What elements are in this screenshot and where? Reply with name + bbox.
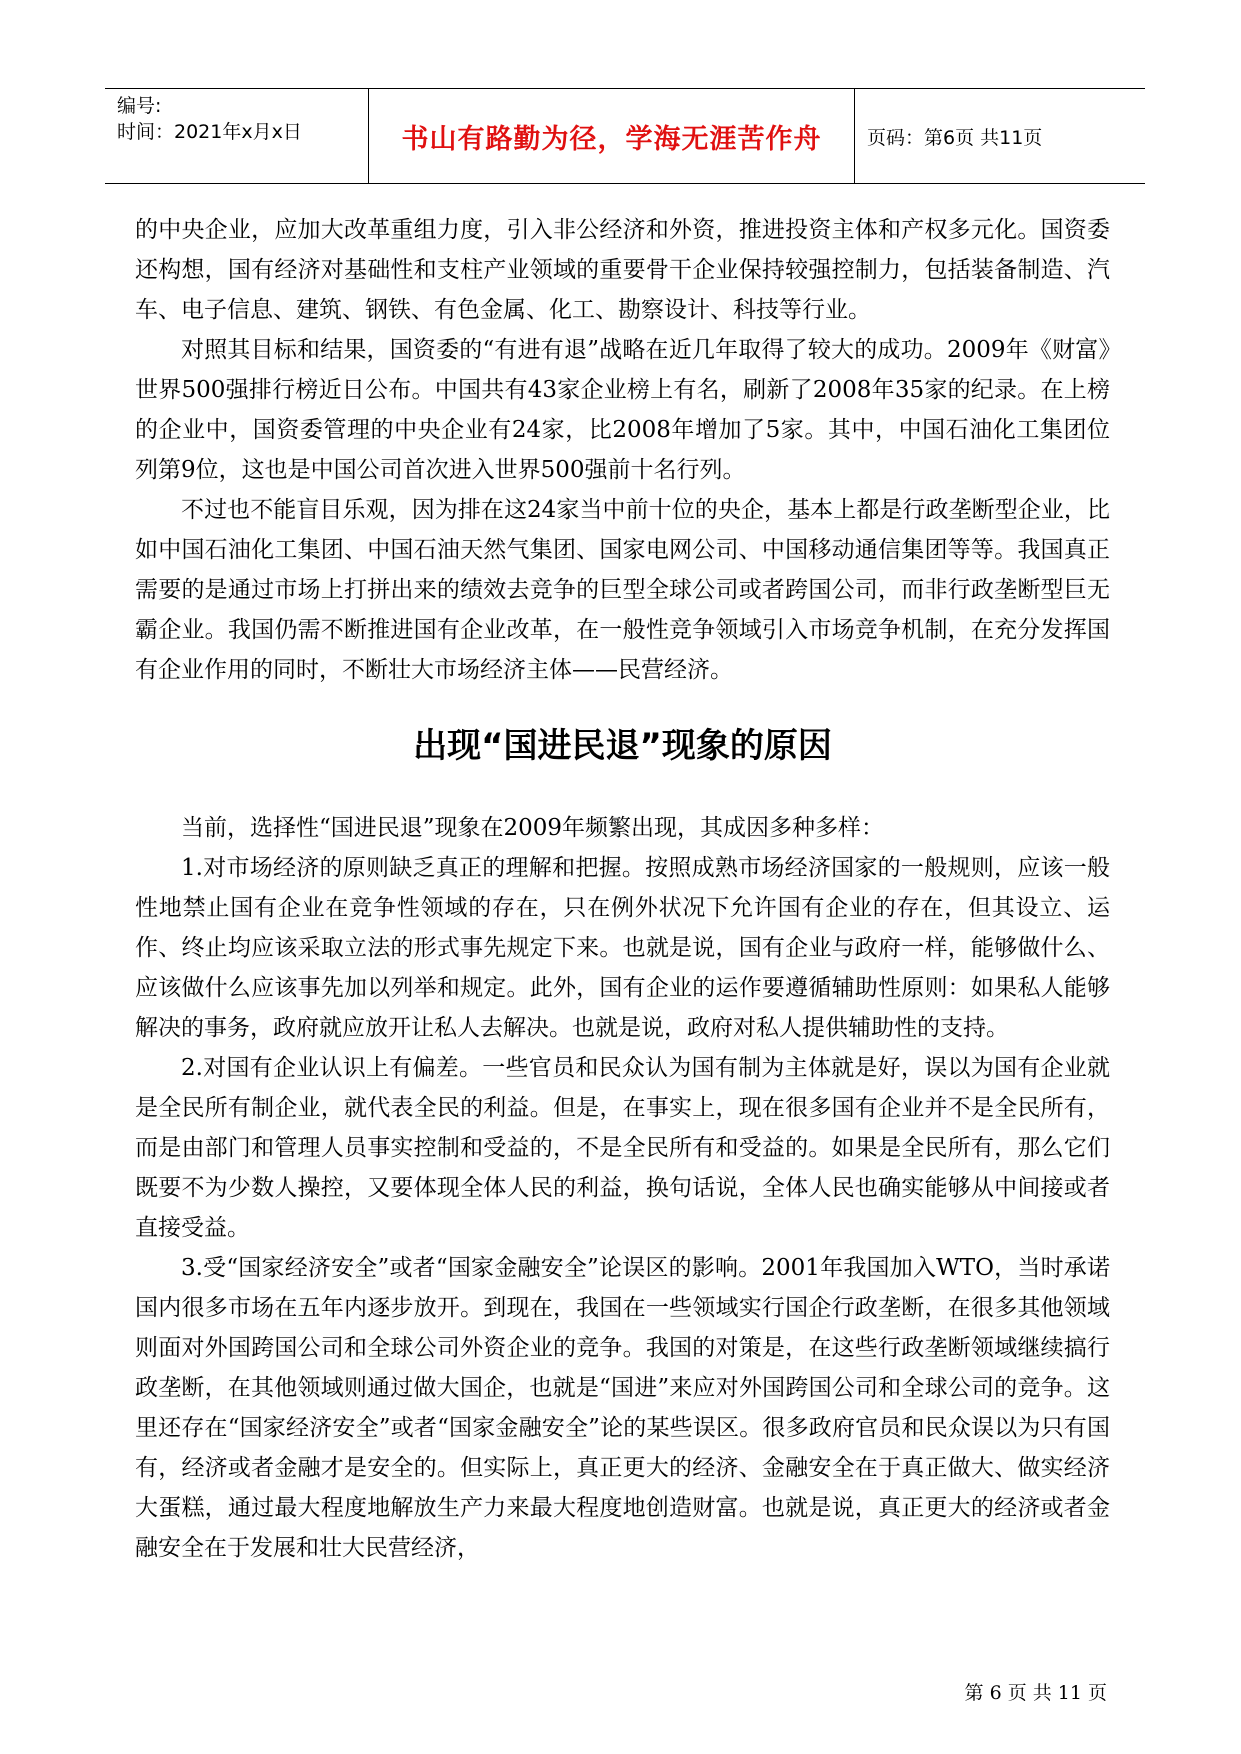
header-motto: 书山有路勤为径，学海无涯苦作舟 [369, 89, 855, 183]
paragraph: 1.对市场经济的原则缺乏真正的理解和把握。按照成熟市场经济国家的一般规则，应该一般性地禁止国有企业在竞争性领域的存在，只在例外状况下允许国有企业的存在，但其设立、运作、终止均应该采取立法的形式事先规定下来。也就是说，国有企业与政府一样，能够做什么、应该做什么应该事先加以列举和规定。此外，国有企业的运作要遵循辅助性原则：如果私人能够解决的事务，政府就应放开让私人去解决。也就是说，政府对私人提供辅助性的支持。 [135, 855, 1110, 1041]
footer-page-number: 第 6 页 共 11 页 [964, 1682, 1107, 1704]
paragraph: 3.受“国家经济安全”或者“国家金融安全”论误区的影响。2001年我国加入WTO，当时承诺国内很多市场在五年内逐步放开。到现在，我国在一些领域实行国企行政垄断，在很多其他领域则面对外国跨国公司和全球公司外资企业的竞争。我国的对策是，在这些行政垄断领域继续搞行政垄断，在其他领域则通过做大国企，也就是“国进”来应对外国跨国公司和全球公司的竞争。这里还存在“国家经济安全”或者“国家金融安全”论的某些误区。很多政府官员和民众误以为只有国有，经济或者金融才是安全的。但实际上，真正更大的经济、金融安全在于真正做大、做实经济大蛋糕，通过最大程度地解放生产力来最大程度地创造财富。也就是说，真正更大的经济或者金融安全在于发展和壮大民营经济， [135, 1255, 1110, 1561]
header-page-label: 页码：第6页 共11页 [867, 126, 1043, 149]
section-title: 出现“国进民退”现象的原因 [413, 726, 832, 766]
paragraph: 不过也不能盲目乐观，因为排在这24家当中前十位的央企，基本上都是行政垄断型企业，比如中国石油化工集团、中国石油天然气集团、国家电网公司、中国移动通信集团等等。我国真正需要的是通过市场上打拼出来的绩效去竞争的巨型全球公司或者跨国公司，而非行政垄断型巨无霸企业。我国仍需不断推进国有企业改革，在一般性竞争领域引入市场竞争机制，在充分发挥国有企业作用的同时，不断壮大市场经济主体——民营经济。 [135, 497, 1110, 683]
document-body [135, 210, 1110, 1568]
paragraph: 的中央企业，应加大改革重组力度，引入非公经济和外资，推进投资主体和产权多元化。国资委还构想，国有经济对基础性和支柱产业领域的重要骨干企业保持较强控制力，包括装备制造、汽车、电子信息、建筑、钢铁、有色金属、化工、勘察设计、科技等行业。 [135, 217, 1110, 323]
paragraph: 2.对国有企业认识上有偏差。一些官员和民众认为国有制为主体就是好，误以为国有企业就是全民所有制企业，就代表全民的利益。但是，在事实上，现在很多国有企业并不是全民所有，而是由部门和管理人员事实控制和受益的，不是全民所有和受益的。如果是全民所有，那么它们既要不为少数人操控，又要体现全体人民的利益，换句话说，全体人民也确实能够从中间接或者直接受益。 [135, 1055, 1110, 1241]
page-header [105, 88, 1145, 184]
number-label: 编号: [117, 95, 162, 117]
header-meta [105, 89, 369, 183]
time-label: 时间：2021年x月x日 [117, 121, 302, 143]
paragraph: 当前，选择性“国进民退”现象在2009年频繁出现，其成因多种多样： [181, 815, 885, 841]
paragraph: 对照其目标和结果，国资委的“有进有退”战略在近几年取得了较大的成功。2009年《财富》世界500强排行榜近日公布。中国共有43家企业榜上有名，刷新了2008年35家的纪录。在上榜的企业中，国资委管理的中央企业有24家，比2008年增加了5家。其中，中国石油化工集团位列第9位，这也是中国公司首次进入世界500强前十名行列。 [135, 337, 1110, 483]
